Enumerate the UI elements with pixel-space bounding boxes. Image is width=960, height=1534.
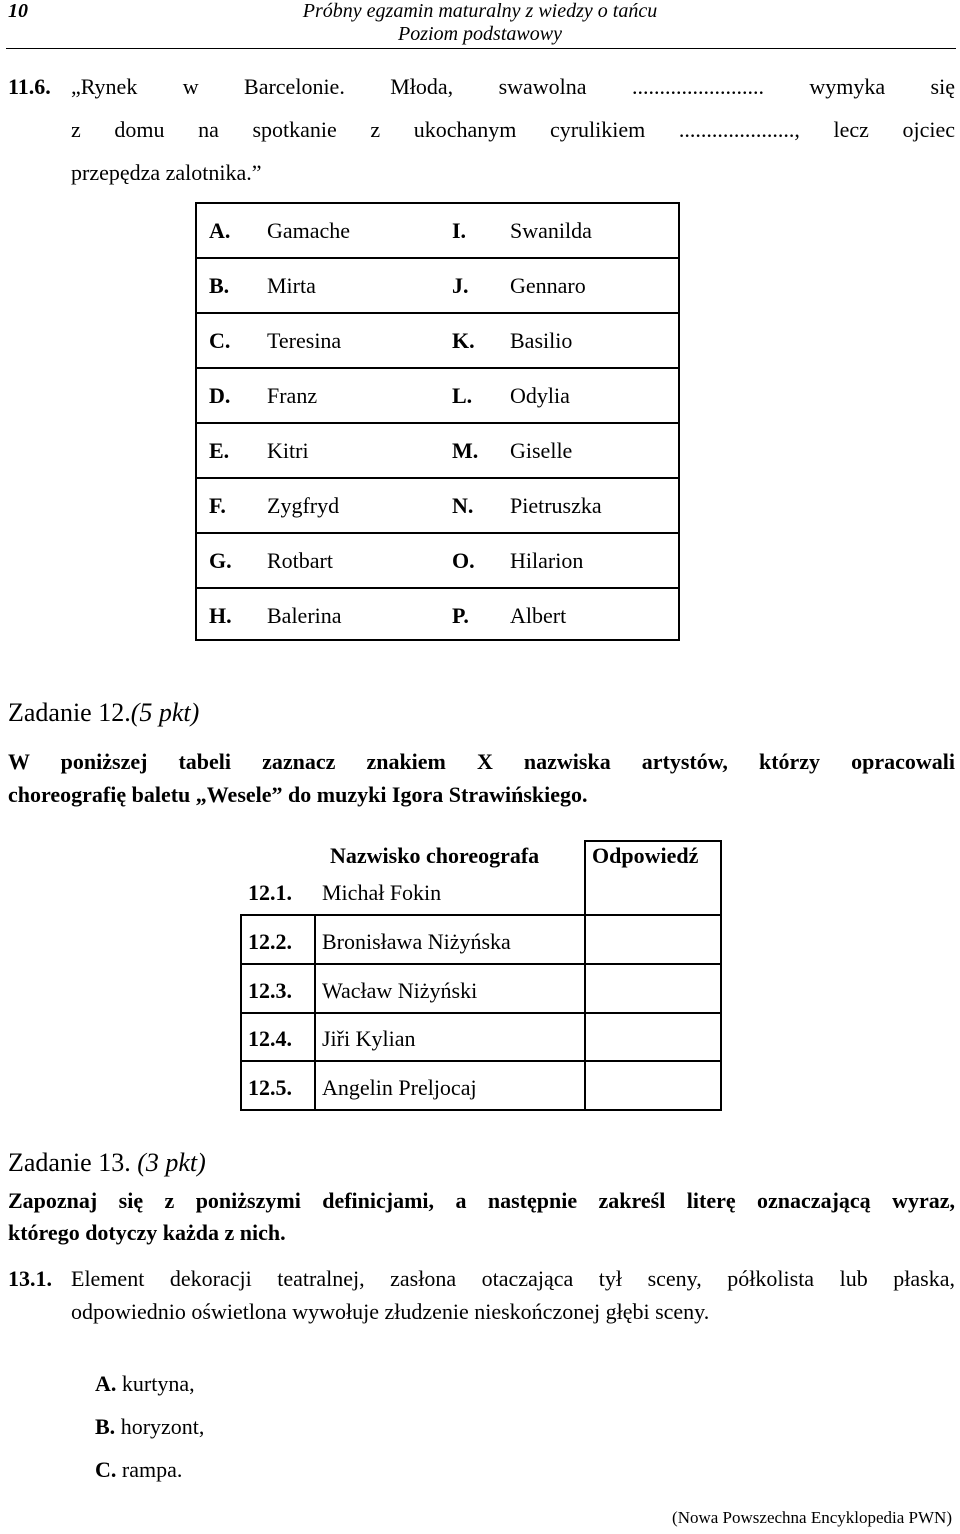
table-row: [197, 477, 678, 534]
header-rule: [6, 48, 956, 49]
row-number: 12.5.: [248, 1075, 292, 1100]
option-letter: G.: [209, 548, 232, 573]
option-name: Gennaro: [510, 273, 586, 298]
option-letter: M.: [452, 438, 479, 463]
option-name: Rotbart: [267, 548, 333, 573]
option-text: kurtyna,: [121, 1371, 195, 1396]
option-letter: A.: [209, 218, 231, 243]
option-name: Basilio: [510, 328, 573, 353]
answer-cell-12-4[interactable]: [586, 1062, 720, 1109]
answer-option-a[interactable]: [95, 1371, 195, 1397]
option-letter: O.: [452, 548, 475, 573]
option-letter: P.: [452, 603, 469, 628]
task13-heading: Zadanie 13.: [8, 1148, 131, 1177]
option-letter: N.: [452, 493, 474, 518]
option-letter: C.: [95, 1457, 117, 1482]
row-number: 12.4.: [248, 1026, 292, 1051]
option-letter: F.: [209, 493, 226, 518]
option-name: Mirta: [267, 273, 316, 298]
exam-title: Próbny egzamin maturalny z wiedzy o tańcu: [302, 0, 658, 22]
task12-instruction-line-1: W poniższej tabeli zaznacz znakiem X nazwiska artystów, którzy opracowali: [8, 749, 955, 774]
task13-instruction-line-1: Zapoznaj się z poniższymi definicjami, a następnie zakreśl literę oznaczającą wyraz,: [8, 1188, 955, 1213]
task11-item-number: 11.6.: [8, 74, 51, 99]
option-letter: B.: [209, 273, 230, 298]
source-citation: (Nowa Powszechna Encyklopedia PWN): [672, 1508, 952, 1527]
table-border: [240, 914, 242, 1111]
option-letter: B.: [95, 1414, 116, 1439]
option-letter: H.: [209, 603, 232, 628]
choreographer-name: Jiři Kylian: [322, 1026, 416, 1051]
option-name: Giselle: [510, 438, 573, 463]
table-row: [197, 204, 678, 259]
option-name: Hilarion: [510, 548, 584, 573]
option-name: Zygfryd: [267, 493, 340, 518]
option-name: Teresina: [267, 328, 342, 353]
option-letter: J.: [452, 273, 469, 298]
table-row: [197, 422, 678, 479]
task12-heading-line: [8, 698, 199, 728]
column-header-name: Nazwisko choreografa: [330, 843, 540, 868]
row-number: 12.2.: [248, 929, 292, 954]
option-letter: K.: [452, 328, 475, 353]
option-name: Albert: [510, 603, 567, 628]
answer-cell-12-2[interactable]: [586, 965, 720, 1012]
option-name: Swanilda: [510, 218, 592, 243]
option-letter: A.: [95, 1371, 117, 1396]
page-header: [0, 0, 960, 48]
option-name: Balerina: [267, 603, 342, 628]
row-number: 12.3.: [248, 978, 292, 1003]
option-name: Odylia: [510, 383, 570, 408]
option-name: Kitri: [267, 438, 309, 463]
task13-heading-line: [8, 1148, 206, 1178]
answer-cell-12-3[interactable]: [586, 1014, 720, 1060]
table-row: [197, 367, 678, 424]
row-number: 12.1.: [248, 880, 292, 905]
choreographer-name: Bronisława Niżyńska: [322, 929, 511, 954]
table-row: [197, 257, 678, 314]
exam-level: Poziom podstawowy: [398, 23, 562, 45]
task12-points: (5 pkt): [130, 698, 200, 727]
task11-line-1: „Rynek w Barcelonie. Młoda, swawolna ........................ wymyka się: [71, 74, 955, 99]
task12-instruction-line-2: choreografię baletu „Wesele” do muzyki Igora Strawińskiego.: [8, 782, 588, 807]
option-name: Gamache: [267, 218, 351, 243]
option-letter: I.: [452, 218, 467, 243]
table-border: [314, 914, 316, 1111]
option-letter: D.: [209, 383, 231, 408]
answer-option-c[interactable]: [95, 1457, 182, 1483]
choreographer-name: Angelin Preljocaj: [322, 1075, 477, 1100]
choreographer-name: Michał Fokin: [322, 880, 442, 905]
task13-points: (3 pkt): [137, 1148, 206, 1177]
column-header-answer: Odpowiedź: [592, 843, 699, 868]
table-border: [240, 1109, 722, 1111]
option-name: Pietruszka: [510, 493, 602, 518]
choreographer-name: Wacław Niżyński: [322, 978, 478, 1003]
task12-heading: Zadanie 12.: [8, 698, 131, 727]
answer-option-b[interactable]: [95, 1414, 204, 1440]
table-row: [197, 587, 678, 644]
option-name: Franz: [267, 383, 318, 408]
task13-item-number: 13.1.: [8, 1266, 52, 1291]
table-row: [197, 312, 678, 369]
option-letter: E.: [209, 438, 230, 463]
table-border: [720, 840, 722, 1111]
option-text: rampa.: [121, 1457, 183, 1482]
table-border: [584, 840, 722, 842]
answer-cell-12-1[interactable]: [586, 916, 720, 963]
table-row: [197, 532, 678, 589]
page-number: 10: [8, 0, 28, 22]
task11-line-2: z domu na spotkanie z ukochanym cyrulikiem ....................., lecz ojciec: [71, 117, 955, 142]
task13-instruction-line-2: którego dotyczy każda z nich.: [8, 1220, 286, 1245]
choreographers-table: [240, 838, 722, 1112]
task13-item-line-1: Element dekoracji teatralnej, zasłona otaczająca tył sceny, półkolista lub płaska,: [71, 1266, 955, 1291]
option-text: horyzont,: [120, 1414, 205, 1439]
character-options-table: [195, 202, 680, 641]
option-letter: L.: [452, 383, 473, 408]
task11-line-3: przepędza zalotnika.”: [71, 160, 262, 185]
task13-item-line-2: odpowiednio oświetlona wywołuje złudzenie nieskończonej głębi sceny.: [71, 1299, 710, 1324]
option-letter: C.: [209, 328, 231, 353]
